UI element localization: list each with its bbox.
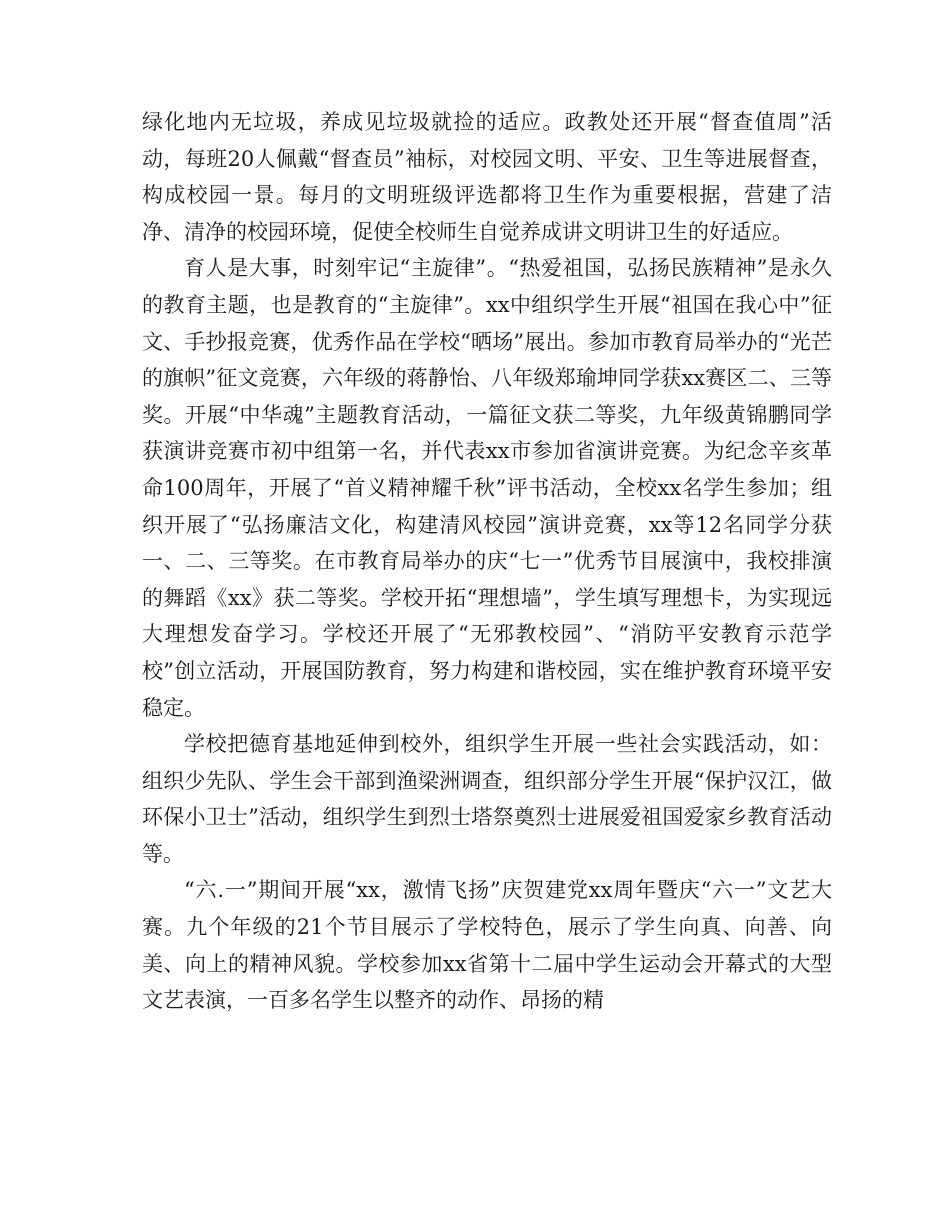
- document-body: [142, 104, 832, 1019]
- paragraph-main-theme: 育人是大事，时刻牢记“主旋律”。“热爱祖国，弘扬民族精神”是永久的教育主题，也是教育的“主旋律”。xx中组织学生开展“祖国在我心中”征文、手抄报竞赛，优秀作品在学校“晒场”展出。参加市教育局举办的“光芒的旗帜”征文竞赛，六年级的蒋静怡、八年级郑瑜坤同学获xx赛区二、三等奖。开展“中华魂”主题教育活动，一篇征文获二等奖，九年级黄锦鹏同学获演讲竞赛市初中组第一名，并代表xx市参加省演讲竞赛。为纪念辛亥革命100周年，开展了“首义精神耀千秋”评书活动，全校xx名学生参加；组织开展了“弘扬廉洁文化，构建清风校园”演讲竞赛，xx等12名同学分获一、二、三等奖。在市教育局举办的庆“七一”优秀节目展演中，我校排演的舞蹈《xx》获二等奖。学校开拓“理想墙”，学生填写理想卡，为实现远大理想发奋学习。学校还开展了“无邪教校园”、“消防平安教育示范学校”创立活动，开展国防教育，努力构建和谐校园，实在维护教育环境平安稳定。: [142, 256, 832, 720]
- paragraph-continuation: 绿化地内无垃圾，养成见垃圾就捡的适应。政教处还开展“督查值周”活动，每班20人佩戴“督查员”袖标，对校园文明、平安、卫生等进展督查，构成校园一景。每月的文明班级评选都将卫生作为重要根据，营建了洁净、清净的校园环境，促使全校师生自觉养成讲文明讲卫生的好适应。: [142, 110, 832, 244]
- paragraph-childrens-day: “六.一”期间开展“xx，激情飞扬”庆贺建党xx周年暨庆“六一”文艺大赛。九个年级的21个节目展示了学校特色，展示了学生向真、向善、向美、向上的精神风貌。学校参加xx省第十二届中学生运动会开幕式的大型文艺表演，一百多名学生以整齐的动作、昂扬的精: [142, 878, 832, 1013]
- paragraph-social-practice: 学校把德育基地延伸到校外，组织学生开展一些社会实践活动，如：组织少先队、学生会干部到渔梁洲调查，组织部分学生开展“保护汉江，做环保小卫士”活动，组织学生到烈士塔祭奠烈士进展爱祖国爱家乡教育活动等。: [142, 732, 832, 866]
